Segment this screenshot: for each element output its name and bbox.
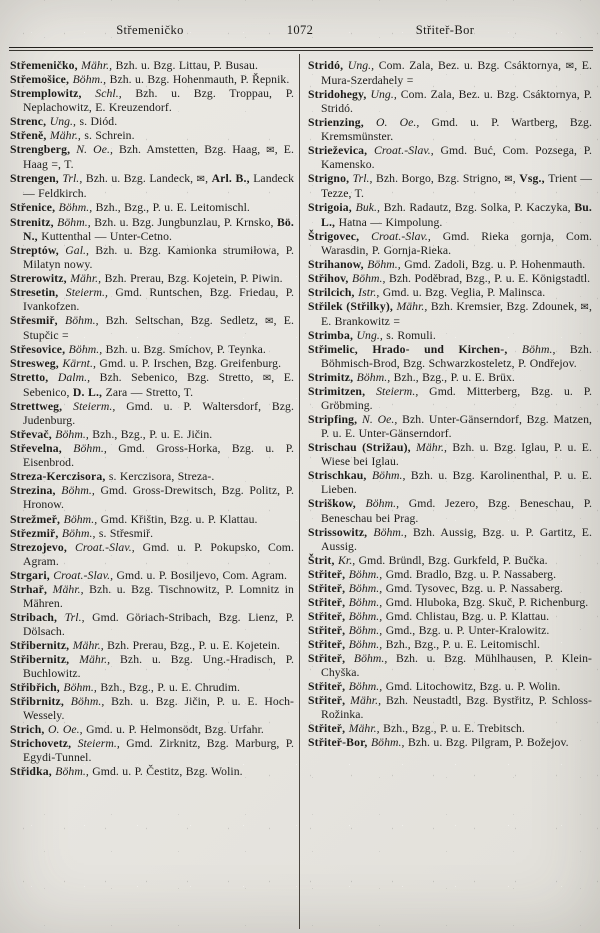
entry-region: Buk., bbox=[355, 201, 384, 215]
entry bbox=[10, 216, 294, 244]
entry bbox=[10, 569, 294, 583]
entry bbox=[308, 736, 592, 750]
entry-text: s. Romuli. bbox=[386, 328, 436, 342]
entry-text: Gmd. Rieka gornja, Com. Warasdin, P. Gornja-Rieka. bbox=[321, 229, 592, 257]
entry-headword: Stresweg, bbox=[10, 356, 63, 370]
entry-region: Böhm., bbox=[73, 442, 119, 456]
entry bbox=[10, 87, 294, 115]
entry-headword: Strgari, bbox=[10, 568, 54, 582]
entry-region: Trl., bbox=[352, 172, 376, 186]
entry-bold: Bu. L., bbox=[321, 201, 592, 229]
entry-text: s. Schrein. bbox=[84, 129, 135, 143]
entry-text: Gmd. Göriach-Stribach, Bzg. Lienz, P. Dölsach. bbox=[23, 610, 294, 638]
entry-headword: Strischkau, bbox=[308, 469, 372, 483]
running-head-left: Střemeničko bbox=[116, 23, 184, 37]
entry-bold: Arl. B., bbox=[211, 172, 254, 186]
entry-headword: Strezina, bbox=[10, 484, 62, 498]
entry-text: Gmd. Buć, Com. Pozsega, P. Kamensko. bbox=[321, 144, 592, 172]
entry-text: Bzh. Poděbrad, Bzg., P. u. E. Königstadtl. bbox=[388, 271, 591, 285]
entry-headword: Střiteř, bbox=[308, 651, 354, 665]
entry-region: Mähr., bbox=[81, 59, 116, 72]
entry bbox=[10, 272, 294, 286]
entry-text: Gmd. u. P. Irschen, Bzg. Greifenburg. bbox=[99, 356, 282, 370]
entry-region: Böhm., bbox=[356, 371, 394, 385]
entry-text: Gmd. Jezero, Bzg. Beneschau, P. Beneschau bei Prag. bbox=[321, 497, 592, 525]
entry-text: Bzh. Unter-Gänserndorf, Bzg. Matzen, P. u. E. Unter-Gänserndorf. bbox=[321, 413, 592, 441]
entry-headword: Střiteř, bbox=[308, 581, 349, 595]
entry-text: Gmd. u. P. Pokupsko, Com. Agram. bbox=[23, 540, 294, 568]
entry bbox=[10, 681, 294, 695]
entry-region: Böhm., bbox=[373, 525, 413, 539]
entry-region: Böhm., bbox=[65, 313, 106, 327]
entry-text: Gmd. Gross-Horka, Bzg. u. P. Eisenbrod. bbox=[23, 442, 294, 470]
entry-bold: D. L., bbox=[72, 386, 106, 400]
entry-text: Bzh. u. Bzg. Tischnowitz, P. Lomnitz in Mähren. bbox=[23, 582, 294, 610]
entry-text: Bzh. Amstetten, Bzg. Haag, bbox=[118, 143, 267, 157]
entry-text: Gmd. Runtschen, Bzg. Friedau, P. Ivankofzen. bbox=[23, 285, 295, 313]
entry-headword: Strenc, bbox=[10, 115, 50, 129]
entry-headword: Strimba, bbox=[308, 328, 357, 342]
entry-headword: Střibernitz, bbox=[10, 638, 73, 652]
entry bbox=[10, 59, 294, 73]
entry-headword: Strimitz, bbox=[308, 371, 357, 385]
entry-headword: Strieževica, bbox=[308, 144, 374, 158]
entry-region: Trl., bbox=[62, 172, 86, 186]
entry-text: , E. Mura-Szerdahely = bbox=[321, 59, 592, 88]
entry-text: Bzh. u. Bzg. Ung.-Hradisch, P. Buchlowitz. bbox=[23, 652, 294, 681]
entry bbox=[308, 596, 592, 610]
entry-bold: Vsg., bbox=[519, 172, 549, 186]
entry-text: Bzh. u. Bzg. Landeck, bbox=[85, 172, 197, 186]
posthorn-icon: ✉ bbox=[580, 301, 589, 313]
entry bbox=[10, 541, 294, 569]
entry bbox=[10, 765, 294, 779]
entry bbox=[308, 526, 592, 554]
entry-text: Bzh. Seltschan, Bzg. Sedletz, bbox=[105, 313, 266, 327]
entry-headword: Střeně, bbox=[10, 129, 50, 143]
entry-region: Böhm., bbox=[365, 497, 409, 511]
entry-region: Böhm., bbox=[348, 581, 386, 595]
entry-region: N. Oe., bbox=[76, 143, 119, 157]
entry bbox=[10, 695, 294, 723]
entry-headword: Střihov, bbox=[308, 271, 352, 285]
entry-headword: Střiteř, bbox=[308, 680, 349, 694]
entry-region: Böhm., bbox=[348, 680, 386, 694]
posthorn-icon: ✉ bbox=[565, 61, 575, 72]
entry-text: Bzh. u. Bzg. Mühlhausen, P. Klein-Chyška. bbox=[321, 651, 592, 680]
entry-headword: Střidka, bbox=[10, 765, 56, 779]
posthorn-icon: ✉ bbox=[266, 145, 275, 157]
entry-text: Bzh. u. Bzg. Karolinenthal, P. u. E. Lieben. bbox=[321, 469, 592, 497]
entry-text: Gmd. Mitterberg, Bzg. u. P. Gröbming. bbox=[321, 385, 592, 413]
entry-region: O. Oe., bbox=[376, 116, 432, 130]
entry-headword: Střiteř-Bor, bbox=[308, 736, 371, 750]
entry-text: Trient — Tezze, T. bbox=[321, 172, 593, 201]
entry-region: Mähr., bbox=[52, 582, 90, 596]
entry-headword: Strhař, bbox=[10, 582, 53, 596]
entry bbox=[10, 357, 294, 371]
entry bbox=[308, 144, 592, 172]
entry-headword: Střevelna, bbox=[10, 442, 74, 456]
entry-region: Böhm., bbox=[63, 681, 101, 695]
entry-region: Böhm., bbox=[370, 736, 408, 750]
entry bbox=[308, 638, 592, 652]
entry-headword: Stribach, bbox=[10, 610, 65, 624]
entry-text: Gmd. Zirknitz, Bzg. Marburg, P. Egydi-Tunnel. bbox=[23, 737, 294, 765]
entry-headword: Stridohegy, bbox=[308, 88, 371, 102]
entry-region: Ung., bbox=[370, 88, 401, 102]
entry-region: Böhm., bbox=[70, 695, 112, 709]
entry-headword: Střiteř, bbox=[308, 609, 349, 623]
entry bbox=[308, 201, 592, 229]
entry-headword: Stripfing, bbox=[308, 413, 363, 427]
entry-text: Gmd. u. P. Bosiljevo, Com. Agram. bbox=[116, 568, 288, 582]
entry-headword: Stridó, bbox=[308, 59, 348, 72]
entry-headword: Střemeničko, bbox=[10, 59, 82, 72]
entry-headword: Strenitz, bbox=[10, 215, 58, 229]
entry-text: s. Kerczisora, Streza-. bbox=[108, 470, 215, 484]
entry bbox=[308, 172, 592, 201]
entry bbox=[10, 653, 294, 681]
entry-text: Gmd. Litochowitz, Bzg. u. P. Wolin. bbox=[385, 680, 561, 694]
entry bbox=[10, 400, 294, 428]
entry-region: Dalm., bbox=[57, 371, 100, 385]
entry-headword: Stretto, bbox=[10, 371, 58, 385]
entry-headword: Stresetin, bbox=[10, 285, 66, 299]
entry-text: Com. Zala, Bez. u. Bzg. Csáktornya, P. Stridó. bbox=[321, 88, 592, 116]
posthorn-icon: ✉ bbox=[196, 174, 206, 186]
entry-region: Croat.-Slav., bbox=[53, 568, 117, 582]
entry-text: Gmd. Gross-Drewitsch, Bzg. Politz, P. Hronow. bbox=[23, 484, 295, 512]
posthorn-icon: ✉ bbox=[262, 373, 272, 385]
entry-text: Bzh. Radautz, Bzg. Solka, P. Kaczyka, bbox=[383, 201, 575, 215]
entry bbox=[308, 329, 592, 343]
entry-text: Bzh. u. Bzg. Littau, P. Busau. bbox=[115, 59, 258, 72]
entry bbox=[10, 115, 294, 129]
entry-region: Mähr., bbox=[70, 271, 105, 285]
entry-text: , E. Haag =, T. bbox=[23, 143, 294, 172]
entry-region: O. Oe., bbox=[47, 723, 87, 737]
entry-region: Ung., bbox=[356, 328, 387, 342]
entry bbox=[308, 116, 592, 144]
entry-region: Croat.-Slav., bbox=[74, 540, 143, 554]
column-divider bbox=[299, 54, 300, 929]
entry bbox=[308, 385, 592, 413]
entry-text: Bzh., Bzg., P. u. E. Leitomischl. bbox=[385, 637, 540, 651]
entry-text: Gmd. Křištin, Bzg. u. P. Klattau. bbox=[100, 512, 258, 526]
entry-text: Gmd. Chlistau, Bzg. u. P. Klattau. bbox=[385, 609, 550, 623]
entry-headword: Střesmiř, bbox=[10, 313, 66, 327]
entry-region: Böhm., bbox=[58, 201, 96, 215]
entry-headword: Štrigovec, bbox=[308, 229, 372, 243]
entry-headword: Strienzing, bbox=[308, 116, 376, 130]
page-number: 1072 bbox=[286, 23, 314, 37]
entry-headword: Střilek (Střilky), bbox=[308, 299, 397, 313]
entry-headword: Strilcich, bbox=[308, 285, 359, 299]
entry-region: Trl., bbox=[64, 610, 93, 624]
entry-headword: Strengen, bbox=[10, 172, 63, 186]
entry-region: Steierm., bbox=[77, 737, 127, 751]
entry-headword: Střezmiř, bbox=[10, 526, 62, 540]
entry-headword: Strich, bbox=[10, 723, 48, 737]
entry bbox=[10, 428, 294, 442]
entry-text: , E. Sebenico, bbox=[23, 371, 294, 400]
entry-region: Böhm., bbox=[61, 526, 99, 540]
entry bbox=[308, 413, 592, 441]
entry-headword: Strezojevo, bbox=[10, 540, 75, 554]
entry-region: Böhm., bbox=[57, 215, 95, 229]
entry bbox=[308, 272, 592, 286]
entry-region: Mähr., bbox=[49, 129, 85, 143]
entry-text: Bzh. u. Bzg. Troppau, P. Neplachowitz, E. Kreuzendorf. bbox=[23, 87, 294, 115]
entry bbox=[308, 652, 592, 680]
entry-headword: Strihanow, bbox=[308, 257, 368, 271]
entry-region: Istr., bbox=[358, 285, 383, 299]
entry-headword: Stremplowitz, bbox=[10, 87, 96, 101]
entry bbox=[308, 286, 592, 300]
entry bbox=[308, 230, 592, 258]
entry-text: Bzh., Bzg., P. u. E. Brüx. bbox=[393, 371, 515, 385]
entry-text: Bzh. Prerau, Bzg. Kojetein, P. Piwin. bbox=[104, 271, 283, 285]
entry-text: Landeck — Feldkirch. bbox=[23, 172, 294, 201]
entry-region: Mähr., bbox=[348, 722, 384, 736]
entry-headword: Strigoia, bbox=[308, 201, 356, 215]
entry-region: Böhm., bbox=[348, 637, 386, 651]
entry-region: Böhm., bbox=[353, 651, 396, 665]
entry-headword: Strettweg, bbox=[10, 400, 74, 414]
entry-headword: Strichovetz, bbox=[10, 737, 78, 751]
entry-text: Bzh. u. Bzg. Smíchov, P. Teynka. bbox=[105, 342, 266, 356]
entry-region: Steierm., bbox=[73, 400, 127, 414]
entry-headword: Strerowitz, bbox=[10, 271, 71, 285]
entry-text: , bbox=[512, 172, 520, 186]
entry-headword: Střenice, bbox=[10, 201, 59, 215]
page-header bbox=[0, 0, 600, 44]
entry-text: Bzh. Sebenico, Bzg. Stretto, bbox=[99, 371, 263, 385]
entry bbox=[10, 73, 294, 87]
entry-text: Bzh. Böhmisch-Brod, Bzg. Schwarzkosteletz, P. Ondřejov. bbox=[321, 342, 592, 370]
entry bbox=[308, 568, 592, 582]
entry-headword: Střiteř, bbox=[308, 595, 349, 609]
entry-region: Böhm., bbox=[55, 428, 93, 442]
entry-headword: Střiteř, bbox=[308, 637, 349, 651]
entry-headword: Streza-Kerczisora, bbox=[10, 470, 109, 484]
entry-region: Böhm., bbox=[521, 342, 570, 356]
entry bbox=[308, 610, 592, 624]
entry-text: Bzh., Bzg., P. u. E. Leitomischl. bbox=[95, 201, 250, 215]
entry-text: , bbox=[205, 172, 212, 186]
entry-text: Bzh. u. Bzg. Jičin, P. u. E. Hoch-Wessely. bbox=[23, 695, 295, 723]
entry bbox=[10, 583, 294, 611]
entry-text: s. Diód. bbox=[79, 115, 118, 129]
entry-region: Böhm., bbox=[61, 484, 101, 498]
entry-text: Bzh., Bzg., P. u. E. Jičin. bbox=[92, 428, 213, 442]
entry-text: Gmd. Bründl, Bzg. Gurkfeld, P. Bučka. bbox=[358, 553, 548, 567]
entry bbox=[10, 639, 294, 653]
entry bbox=[10, 143, 294, 172]
posthorn-icon: ✉ bbox=[504, 174, 513, 186]
entry-region: Böhm., bbox=[371, 469, 411, 483]
entry-headword: Strengberg, bbox=[10, 143, 77, 157]
entry-text: Bzh. u. Bzg. Iglau, P. u. E. Wiese bei Iglau. bbox=[321, 441, 592, 469]
entry-headword: Střiteř, bbox=[308, 623, 349, 637]
entry bbox=[10, 737, 294, 765]
entry bbox=[10, 723, 294, 737]
entry bbox=[308, 300, 592, 329]
entry-region: Böhm., bbox=[348, 567, 386, 581]
entry-region: Mähr., bbox=[350, 694, 386, 708]
entry-text: Zara — Stretto, T. bbox=[105, 386, 194, 400]
entry bbox=[308, 441, 592, 469]
entry-region: Böhm., bbox=[348, 609, 386, 623]
entry bbox=[308, 371, 592, 385]
entry-region: Böhm., bbox=[68, 342, 106, 356]
entry-region: N. Oe., bbox=[362, 413, 403, 427]
entry-text: Gmd. u. P. Helmonsödt, Bzg. Urfahr. bbox=[86, 723, 264, 737]
entry-region: Böhm., bbox=[348, 623, 386, 637]
entry-bold: Bö. N., bbox=[23, 215, 294, 243]
entry-region: Croat.-Slav., bbox=[373, 144, 441, 158]
entry-region: Gal., bbox=[65, 243, 96, 257]
entry-text: Kuttenthal — Unter-Cetno. bbox=[41, 229, 172, 243]
entry-text: Hatna — Kimpolung. bbox=[338, 215, 443, 229]
entry-text: Gmd. Bradlo, Bzg. u. P. Nassaberg. bbox=[385, 567, 557, 581]
entry-text: Bzh., Bzg., P. u. E. Trebitsch. bbox=[383, 722, 525, 736]
entry-text: , E. Brankowitz = bbox=[321, 299, 592, 328]
entry-text: Bzh. Kremsier, Bzg. Zdounek, bbox=[430, 299, 581, 313]
right-column bbox=[308, 59, 592, 779]
columns bbox=[0, 51, 600, 779]
entry-headword: Strimitzen, bbox=[308, 385, 377, 399]
entry-headword: Střibernitz, bbox=[10, 652, 80, 666]
entry-headword: Střibrnitz, bbox=[10, 695, 71, 709]
entry bbox=[10, 527, 294, 541]
entry-text: Bzh. u. Bzg. Hohenmauth, P. Řepnik. bbox=[109, 73, 290, 87]
entry-region: Kärnt., bbox=[62, 356, 100, 370]
entry-region: Ung., bbox=[49, 115, 80, 129]
entry bbox=[10, 484, 294, 512]
entry-headword: Střemošice, bbox=[10, 73, 73, 87]
left-column bbox=[10, 59, 294, 779]
entry-text: , E. Stupčic = bbox=[23, 313, 295, 342]
entry-text: Bzh. u. Bzg. Pilgram, P. Božejov. bbox=[407, 736, 569, 750]
entry-text: Bzh., Bzg., P. u. E. Chrudim. bbox=[100, 681, 241, 695]
entry bbox=[308, 469, 592, 497]
posthorn-icon: ✉ bbox=[265, 315, 274, 327]
entry-text: Gmd., Bzg. u. P. Unter-Kralowitz. bbox=[385, 623, 550, 637]
entry-headword: Strigno, bbox=[308, 172, 353, 186]
entry bbox=[308, 722, 592, 736]
entry-text: Bzh. Neustadtl, Bzg. Bystřitz, P. Schloss-Rožinka. bbox=[321, 694, 592, 722]
entry-region: Mähr., bbox=[396, 299, 431, 313]
entry-region: Böhm., bbox=[367, 257, 405, 271]
entry-text: s. Střesmiř. bbox=[98, 526, 154, 540]
entry-region: Schl., bbox=[95, 87, 136, 101]
entry-headword: Střevač, bbox=[10, 428, 56, 442]
entry bbox=[308, 624, 592, 638]
entry bbox=[308, 343, 592, 371]
entry bbox=[10, 129, 294, 143]
entry-headword: Strežmeř, bbox=[10, 512, 64, 526]
entry-headword: Střibřich, bbox=[10, 681, 64, 695]
entry-text: Gmd. u. P. Čestitz, Bzg. Wolin. bbox=[92, 765, 243, 779]
entry-headword: Střesovice, bbox=[10, 342, 69, 356]
entry-text: Gmd. Zadoli, Bzg. u. P. Hohenmauth. bbox=[404, 257, 586, 271]
running-head-right: Střiteř-Bor bbox=[415, 23, 475, 37]
entry bbox=[10, 201, 294, 215]
entry bbox=[10, 513, 294, 527]
entry-region: Mähr., bbox=[72, 638, 108, 652]
entry-headword: Striškow, bbox=[308, 497, 366, 511]
entry-text: Gmd. Hluboka, Bzg. Skuč, P. Richenburg. bbox=[385, 595, 589, 609]
entry bbox=[10, 371, 294, 400]
entry-headword: Strissowitz, bbox=[308, 525, 374, 539]
entry-region: Steierm., bbox=[376, 385, 430, 399]
entry-text: Bzh. Prerau, Bzg., P. u. E. Kojetein. bbox=[107, 638, 280, 652]
entry-region: Mähr., bbox=[416, 441, 453, 455]
entry bbox=[308, 497, 592, 525]
entry bbox=[10, 470, 294, 484]
entry-region: Mähr., bbox=[79, 652, 121, 666]
entry-text: Bzh. u. Bzg. Jungbunzlau, P. Krnsko, bbox=[94, 215, 277, 229]
entry-headword: Střiteř, bbox=[308, 694, 351, 708]
entry-headword: Střiteř, bbox=[308, 567, 349, 581]
entry bbox=[10, 314, 294, 343]
entry-text: Gmd. u. Bzg. Veglia, P. Malinsca. bbox=[382, 285, 546, 299]
entry bbox=[308, 88, 592, 116]
entry-text: Com. Zala, Bez. u. Bzg. Csáktornya, bbox=[378, 59, 566, 72]
entry bbox=[10, 611, 294, 639]
entry-region: Böhm., bbox=[63, 512, 101, 526]
entry-headword: Strischau (Strižau), bbox=[308, 441, 417, 455]
entry-text: Gmd. Tysovec, Bzg. u. P. Nassaberg. bbox=[385, 581, 563, 595]
entry bbox=[308, 694, 592, 722]
entry-text: Bzh. Aussig, Bzg. u. P. Gartitz, E. Aussig. bbox=[321, 525, 592, 553]
entry-text: Gmd. u. P. Waltersdorf, Bzg. Judenburg. bbox=[23, 400, 294, 428]
entry-text: Bzh. Borgo, Bzg. Strigno, bbox=[376, 172, 505, 186]
entry bbox=[10, 442, 294, 470]
entry bbox=[10, 286, 294, 314]
entry bbox=[308, 554, 592, 568]
entry-headword: Střiteř, bbox=[308, 722, 349, 736]
entry-region: Steierm., bbox=[65, 285, 116, 299]
entry bbox=[10, 244, 294, 272]
entry-region: Böhm., bbox=[348, 595, 386, 609]
entry bbox=[308, 582, 592, 596]
entry-region: Böhm., bbox=[351, 271, 389, 285]
entry-headword: Střimelic, Hrado- und Kirchen-, bbox=[308, 342, 522, 356]
entry-headword: Štrit, bbox=[308, 553, 339, 567]
entry bbox=[308, 59, 592, 88]
entry-text: Bzh. u. Bzg. Kamionka strumiłowa, P. Milatyn nowy. bbox=[23, 243, 294, 271]
entry bbox=[10, 343, 294, 357]
entry-region: Böhm., bbox=[55, 765, 93, 779]
entry bbox=[308, 258, 592, 272]
entry-region: Croat.-Slav., bbox=[371, 229, 443, 243]
entry-region: Kr., bbox=[338, 553, 359, 567]
entry bbox=[10, 172, 294, 201]
entry-region: Böhm., bbox=[72, 73, 110, 87]
entry-text: Gmd. u. P. Wartberg, Bzg. Kremsmünster. bbox=[321, 116, 592, 144]
entry-region: Ung., bbox=[347, 59, 379, 72]
entry-headword: Streptów, bbox=[10, 243, 66, 257]
entry bbox=[308, 680, 592, 694]
